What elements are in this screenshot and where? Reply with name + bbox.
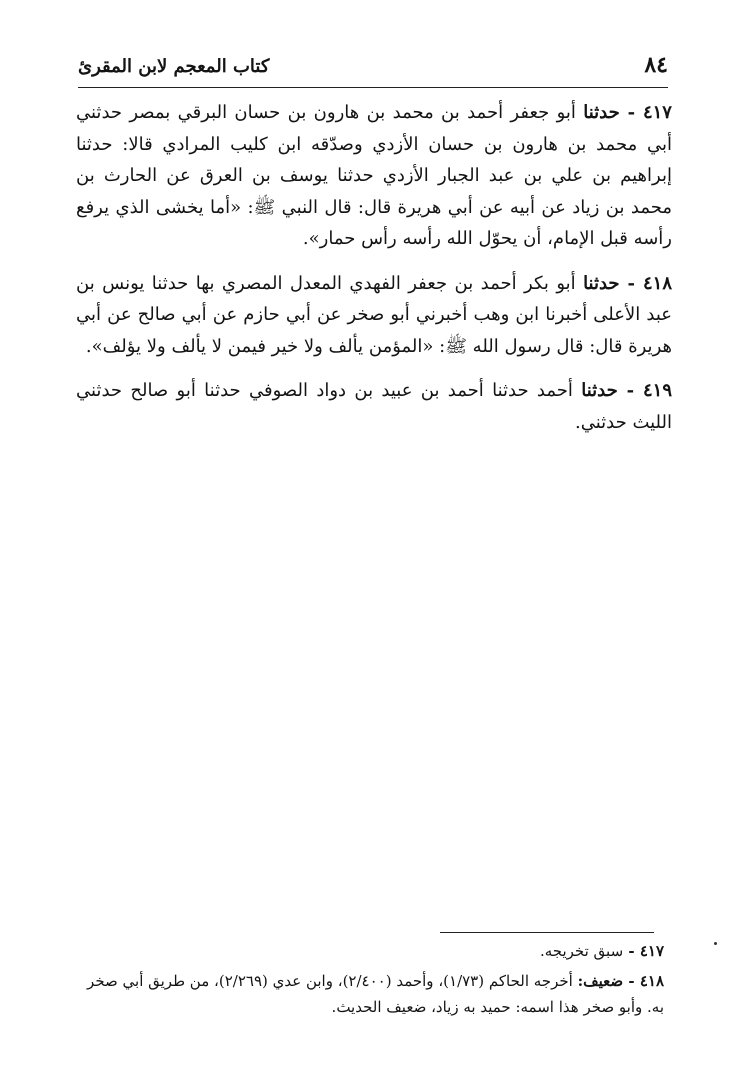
- page-number: ٨٤: [644, 52, 668, 78]
- entry-number: ٤١٩: [642, 380, 672, 401]
- page-header: [78, 50, 668, 84]
- stray-dot: [714, 942, 717, 945]
- entry-text: أحمد حدثنا أحمد بن عبيد بن دواد الصوفي حدثنا أبو صالح حدثني الليث حدثني.: [76, 380, 672, 433]
- footnote-418: ٤١٨ - ضعيف: أخرجه الحاكم (١/٧٣)، وأحمد (٢/٤٠٠)، وابن عدي (٢/٢٦٩)، من طريق أبي صخر به. وأبو صخر هذا اسمه: حميد به زياد، ضعيف الحديث.: [87, 972, 664, 1016]
- footnotes: [78, 938, 664, 1024]
- footnote-text: أخرجه الحاكم (١/٧٣)، وأحمد (٢/٤٠٠)، وابن عدي (٢/٢٦٩)، من طريق أبي صخر به. وأبو صخر هذا اسمه: حميد به زياد، ضعيف الحديث.: [87, 972, 664, 1016]
- entry-number: ٤١٨: [642, 272, 672, 294]
- hadith-entry-418: ٤١٨ - حدثنا أبو بكر أحمد بن جعفر الفهدي المعدل المصري بها حدثنا يونس بن عبد الأعلى أخبرنا ابن وهب أخبرني أبو صخر عن أبي حازم عن أبي صالح عن أبي هريرة قال: قال رسول الله ﷺ: «المؤمن يألف ولا خير فيمن لا يألف ولا يؤلف».: [76, 272, 672, 357]
- hadith-entry-419: ٤١٩ - حدثنا أحمد حدثنا أحمد بن عبيد بن دواد الصوفي حدثنا أبو صالح حدثني الليث حدثني.: [76, 380, 672, 433]
- footnote-number: ٤١٧: [639, 942, 664, 960]
- hadith-entry-417: ٤١٧ - حدثنا أبو جعفر أحمد بن محمد بن هارون بن حسان البرقي بمصر حدثني أبي محمد بن هارون بن حسان الأزدي وصدّقه ابن كليب المرادي قالا: حدثنا إبراهيم بن علي بن عبد الجبار الأزدي حدثنا يوسف بن العرق عن الحارث بن محمد بن زياد عن أبيه عن أبي هريرة قال: قال النبي ﷺ: «أما يخشى الذي يرفع رأسه قبل الإمام، أن يحوّل الله رأسه رأس حمار».: [76, 102, 672, 249]
- entry-lead-word: حدثنا: [581, 380, 618, 401]
- entry-lead-word: حدثنا: [583, 102, 620, 123]
- entry-text: أبو بكر أحمد بن جعفر الفهدي المعدل المصري بها حدثنا يونس بن عبد الأعلى أخبرنا ابن وهب أخبرني أبو صخر عن أبي حازم عن أبي صالح عن أبي هريرة قال: قال رسول الله ﷺ: «المؤمن يألف ولا خير فيمن لا يألف ولا يؤلف».: [76, 272, 672, 357]
- footnote-number: ٤١٨: [639, 972, 664, 990]
- running-title: كتاب المعجم لابن المقرئ: [78, 56, 270, 77]
- entry-lead-word: حدثنا: [583, 272, 620, 294]
- entry-number: ٤١٧: [642, 102, 672, 123]
- footnote-417: ٤١٧ - سبق تخريجه.: [539, 942, 664, 960]
- footnote-grade: ضعيف:: [577, 972, 624, 990]
- header-rule: [78, 87, 668, 88]
- footnote-text: سبق تخريجه.: [539, 942, 624, 960]
- footnote-rule: [440, 932, 654, 933]
- main-text: [76, 97, 672, 451]
- entry-text: أبو جعفر أحمد بن محمد بن هارون بن حسان البرقي بمصر حدثني أبي محمد بن هارون بن حسان الأزدي وصدّقه ابن كليب المرادي قالا: حدثنا إبراهيم بن علي بن عبد الجبار الأزدي حدثنا يوسف بن العرق عن الحارث بن محمد بن زياد عن أبيه عن أبي هريرة قال: قال النبي ﷺ: «أما يخشى الذي يرفع رأسه قبل الإمام، أن يحوّل الله رأسه رأس حمار».: [76, 102, 672, 249]
